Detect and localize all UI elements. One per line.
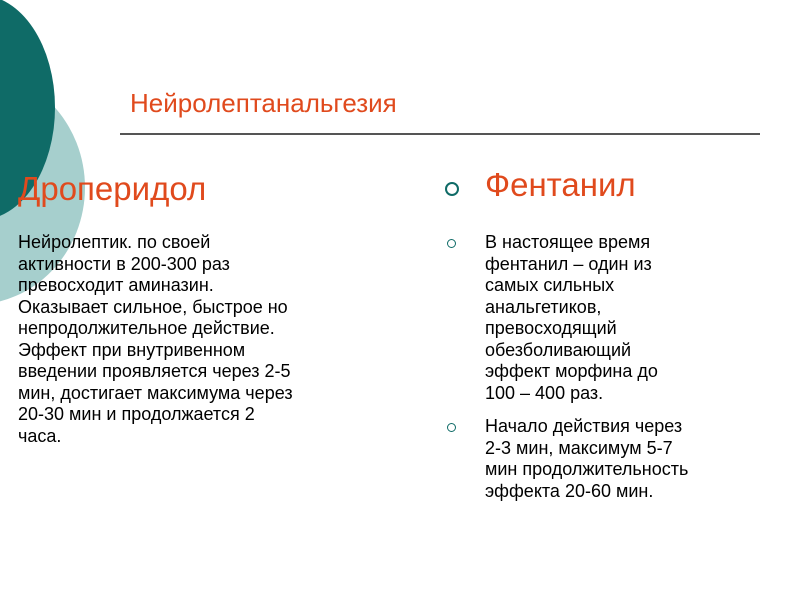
right-item-line: 2-3 мин, максимум 5-7 [485, 437, 673, 458]
right-item-line: мин продолжительность [485, 459, 689, 479]
slide-title: Нейролептанальгезия [130, 88, 397, 118]
left-body-line: Оказывает сильное, быстрое но [18, 296, 288, 317]
right-item-line: обезболивающий [485, 339, 632, 360]
circle-bullet-icon [445, 182, 459, 196]
right-item-line: эффект морфина до [485, 361, 658, 381]
right-item-line: эффекта 20-60 мин. [485, 480, 654, 501]
left-body-line: непродолжительное действие. [18, 318, 275, 338]
left-body-line: Нейролептик. по своей [18, 232, 211, 252]
left-body-line: 20-30 мин и продолжается 2 [18, 404, 255, 424]
right-item-text [485, 232, 658, 404]
left-body-line: превосходит аминазин. [18, 275, 214, 295]
right-item-line: фентанил – один из [485, 253, 652, 274]
left-body-line: часа. [18, 425, 62, 446]
left-body-line: активности в 200-300 раз [18, 253, 230, 274]
circle-bullet-icon [447, 239, 456, 248]
right-item-text [485, 416, 688, 502]
left-body-line: введении проявляется через 2-5 [18, 361, 291, 381]
left-body-line: Эффект при внутривенном [18, 339, 246, 360]
right-item-line: 100 – 400 раз. [485, 382, 604, 403]
right-heading: Фентанил [485, 166, 636, 203]
right-item-line: анальгетиков, [485, 296, 602, 317]
left-body-line: мин, достигает максимума через [18, 382, 293, 403]
right-item-line: Начало действия через [485, 416, 683, 436]
title-divider [120, 133, 760, 135]
left-body [18, 232, 398, 447]
circle-bullet-icon [447, 423, 456, 432]
left-heading: Дроперидол [18, 170, 207, 207]
right-item-line: В настоящее время [485, 232, 651, 252]
right-item-line: самых сильных [485, 275, 615, 295]
right-item-line: превосходящий [485, 318, 617, 338]
